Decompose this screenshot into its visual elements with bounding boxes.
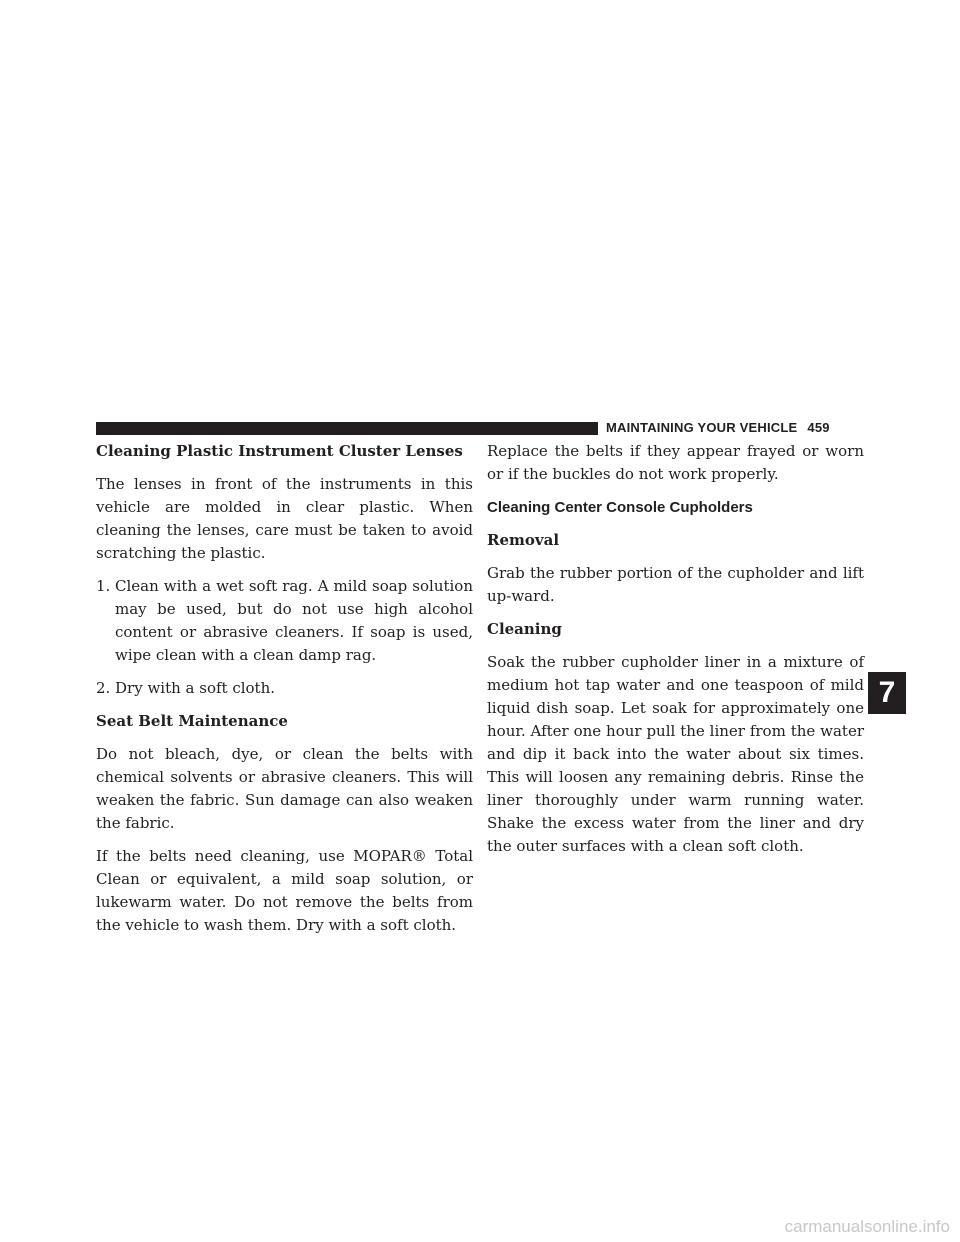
paragraph-removal: Grab the rubber portion of the cupholder and lift up-ward. [487,564,864,605]
page-number: 459 [807,420,830,435]
paragraph-cleaning: Soak the rubber cupholder liner in a mixture of medium hot tap water and one teaspoon of mild liquid dish soap. Let soak for approximately one hour. After one hour pull the liner from the water and dip it back into the water about six times. This will loosen any remaining debris. Rinse the liner thoroughly under warm running water. Shake the excess water from the liner and dry the outer surfaces with a clean soft cloth. [487,653,864,855]
section-title: MAINTAINING YOUR VEHICLE [606,420,798,435]
right-column [487,440,864,858]
list-number: 2. [96,679,111,697]
left-column [96,440,473,937]
header-rule [96,422,598,435]
heading-instrument-cluster-lenses: Cleaning Plastic Instrument Cluster Lenses [96,442,463,460]
chapter-tab: 7 [868,672,906,714]
list-number: 1. [96,577,111,595]
heading-center-console-cupholders: Cleaning Center Console Cupholders [487,499,753,516]
watermark: carmanualsonline.info [784,1217,950,1236]
list-item-1 [96,575,473,667]
list-item-2 [96,677,473,700]
running-header [606,420,864,436]
paragraph-seatbelt-2: If the belts need cleaning, use MOPAR® Total Clean or equivalent, a mild soap solution, or lukewarm water. Do not remove the belts from the vehicle to wash them. Dry with a soft cloth. [96,847,473,934]
paragraph-replace-belts: Replace the belts if they appear frayed or worn or if the buckles do not work properly. [487,442,864,483]
heading-seat-belt-maintenance: Seat Belt Maintenance [96,712,288,730]
paragraph-lenses: The lenses in front of the instruments in this vehicle are molded in clear plastic. When cleaning the lenses, care must be taken to avoid scratching the plastic. [96,475,473,562]
list-text: Dry with a soft cloth. [115,679,276,697]
heading-removal: Removal [487,531,560,549]
heading-cleaning: Cleaning [487,620,562,638]
list-text: Clean with a wet soft rag. A mild soap solution may be used, but do not use high alcohol content or abrasive cleaners. If soap is used, wipe clean with a clean damp rag. [115,577,473,664]
paragraph-seatbelt-1: Do not bleach, dye, or clean the belts with chemical solvents or abrasive cleaners. This will weaken the fabric. Sun damage can also weaken the fabric. [96,745,473,832]
